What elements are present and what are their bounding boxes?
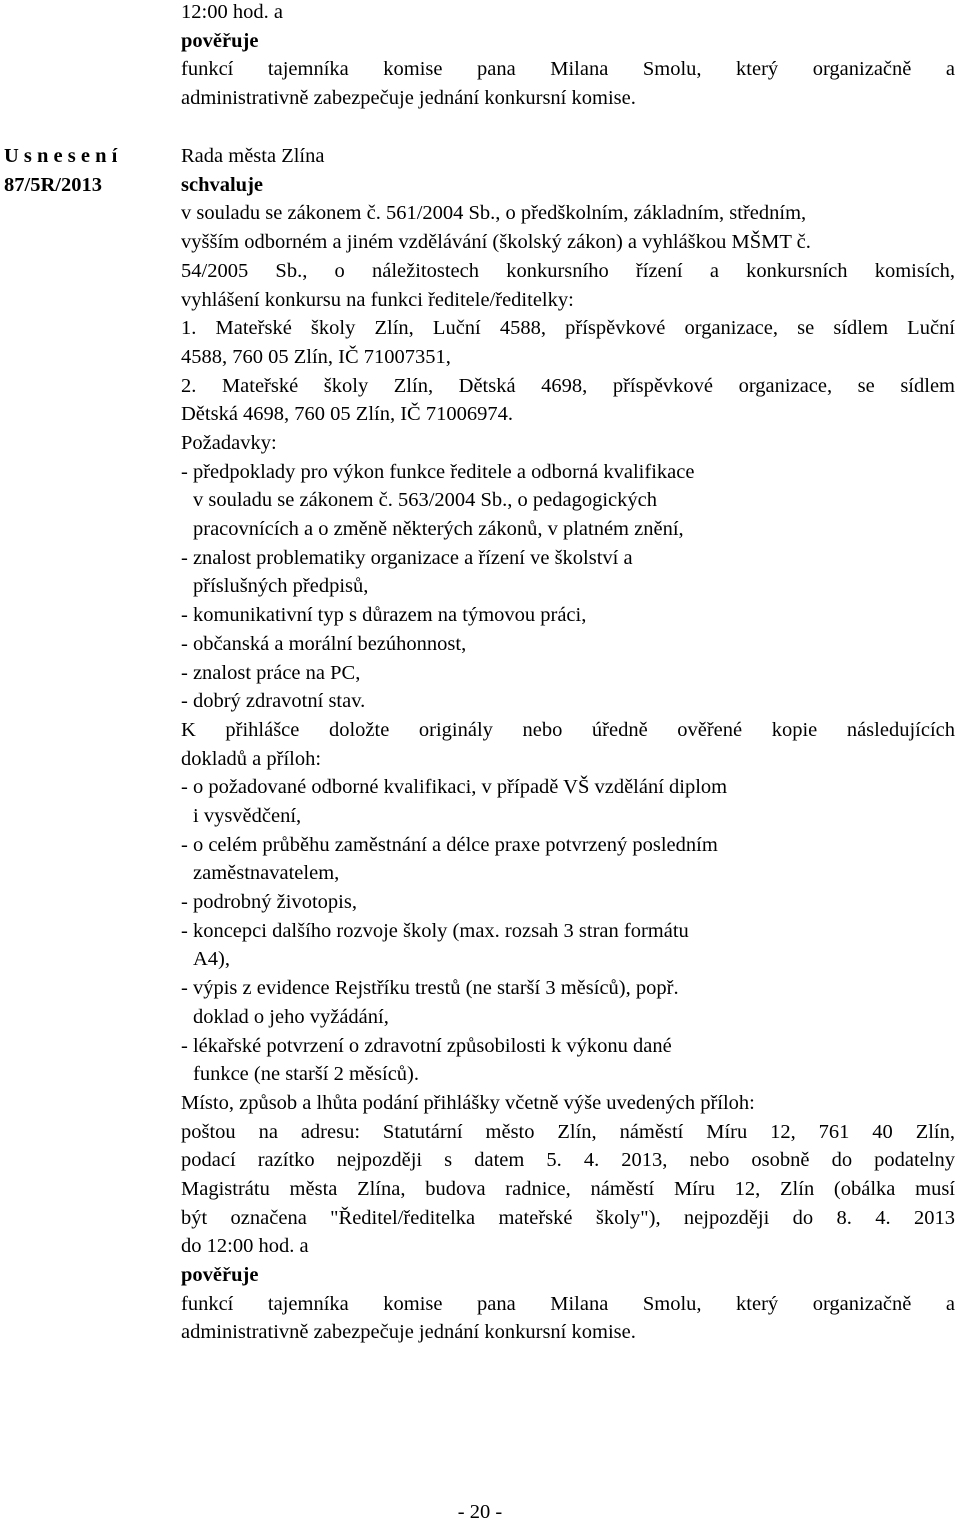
resolution-label: U s n e s e n í xyxy=(4,145,118,167)
list-item-continuation: doklad o jeho vyžádání, xyxy=(193,1006,389,1028)
text-line: K přihlášce doložte originály nebo úředně ověřené kopie následujících xyxy=(181,719,955,741)
text-line: funkcí tajemníka komise pana Milana Smolu, který organizačně a xyxy=(181,58,955,80)
text-line: 2. Mateřské školy Zlín, Dětská 4698, příspěvkové organizace, se sídlem xyxy=(181,375,955,397)
list-item-continuation: v souladu se zákonem č. 563/2004 Sb., o pedagogických xyxy=(193,489,658,511)
list-item: - o požadované odborné kvalifikaci, v případě VŠ vzdělání diplom xyxy=(181,776,728,798)
text-line: 12:00 hod. a xyxy=(181,1,283,23)
text-line: dokladů a příloh: xyxy=(181,748,322,770)
list-item-continuation: příslušných předpisů, xyxy=(193,575,369,597)
text-line: 54/2005 Sb., o náležitostech konkursního řízení a konkursních komisích, xyxy=(181,260,955,282)
text-line: administrativně zabezpečuje jednání konkursní komise. xyxy=(181,1321,636,1343)
text-line: funkcí tajemníka komise pana Milana Smolu, který organizačně a xyxy=(181,1293,955,1315)
text-line: do 12:00 hod. a xyxy=(181,1235,309,1257)
list-item-continuation: A4), xyxy=(193,948,231,970)
text-line: být označena "Ředitel/ředitelka mateřské školy"), nejpozději do 8. 4. 2013 xyxy=(181,1207,955,1229)
list-item: - komunikativní typ s důrazem na týmovou práci, xyxy=(181,604,587,626)
list-item: - znalost problematiky organizace a řízení ve školství a xyxy=(181,547,633,569)
list-item: - o celém průběhu zaměstnání a délce praxe potvrzený posledním xyxy=(181,834,718,856)
verb-heading: pověřuje xyxy=(181,1264,259,1286)
text-line: podací razítko nejpozději s datem 5. 4. 2013, nebo osobně do podatelny xyxy=(181,1149,955,1171)
text-line: Místo, způsob a lhůta podání přihlášky včetně výše uvedených příloh: xyxy=(181,1092,755,1114)
list-item: - předpoklady pro výkon funkce ředitele a odborná kvalifikace xyxy=(181,461,695,483)
text-line: administrativně zabezpečuje jednání konkursní komise. xyxy=(181,87,636,109)
list-item: - dobrý zdravotní stav. xyxy=(181,690,366,712)
list-item: - výpis z evidence Rejstříku trestů (ne starší 3 měsíců), popř. xyxy=(181,977,679,999)
text-line: vyhlášení konkursu na funkci ředitele/ředitelky: xyxy=(181,289,574,311)
text-line: v souladu se zákonem č. 561/2004 Sb., o předškolním, základním, středním, xyxy=(181,202,807,224)
list-item: - lékařské potvrzení o zdravotní způsobilosti k výkonu dané xyxy=(181,1035,672,1057)
resolution-body: Rada města Zlína xyxy=(181,145,325,167)
list-item-continuation: funkce (ne starší 2 měsíců). xyxy=(193,1063,419,1085)
verb-heading: pověřuje xyxy=(181,30,259,52)
list-item: - znalost práce na PC, xyxy=(181,662,361,684)
list-item-continuation: i vysvědčení, xyxy=(193,805,302,827)
list-item: - koncepci dalšího rozvoje školy (max. rozsah 3 stran formátu xyxy=(181,920,689,942)
text-line: Magistrátu města Zlína, budova radnice, náměstí Míru 12, Zlín (obálka musí xyxy=(181,1178,955,1200)
text-line: vyšším odborném a jiném vzdělávání (školský zákon) a vyhláškou MŠMT č. xyxy=(181,231,811,253)
text-line: Dětská 4698, 760 05 Zlín, IČ 71006974. xyxy=(181,403,513,425)
text-line: poštou na adresu: Statutární město Zlín, náměstí Míru 12, 761 40 Zlín, xyxy=(181,1121,955,1143)
text-line: 4588, 760 05 Zlín, IČ 71007351, xyxy=(181,346,451,368)
resolution-number: 87/5R/2013 xyxy=(4,174,102,196)
list-item-continuation: pracovnících a o změně některých zákonů, v platném znění, xyxy=(193,518,684,540)
list-item: - občanská a morální bezúhonnost, xyxy=(181,633,467,655)
text-line: 1. Mateřské školy Zlín, Luční 4588, příspěvkové organizace, se sídlem Luční xyxy=(181,317,955,339)
list-item-continuation: zaměstnavatelem, xyxy=(193,862,340,884)
text-line: Požadavky: xyxy=(181,432,277,454)
page-number: - 20 - xyxy=(457,1501,503,1523)
verb-heading: schvaluje xyxy=(181,174,263,196)
list-item: - podrobný životopis, xyxy=(181,891,357,913)
